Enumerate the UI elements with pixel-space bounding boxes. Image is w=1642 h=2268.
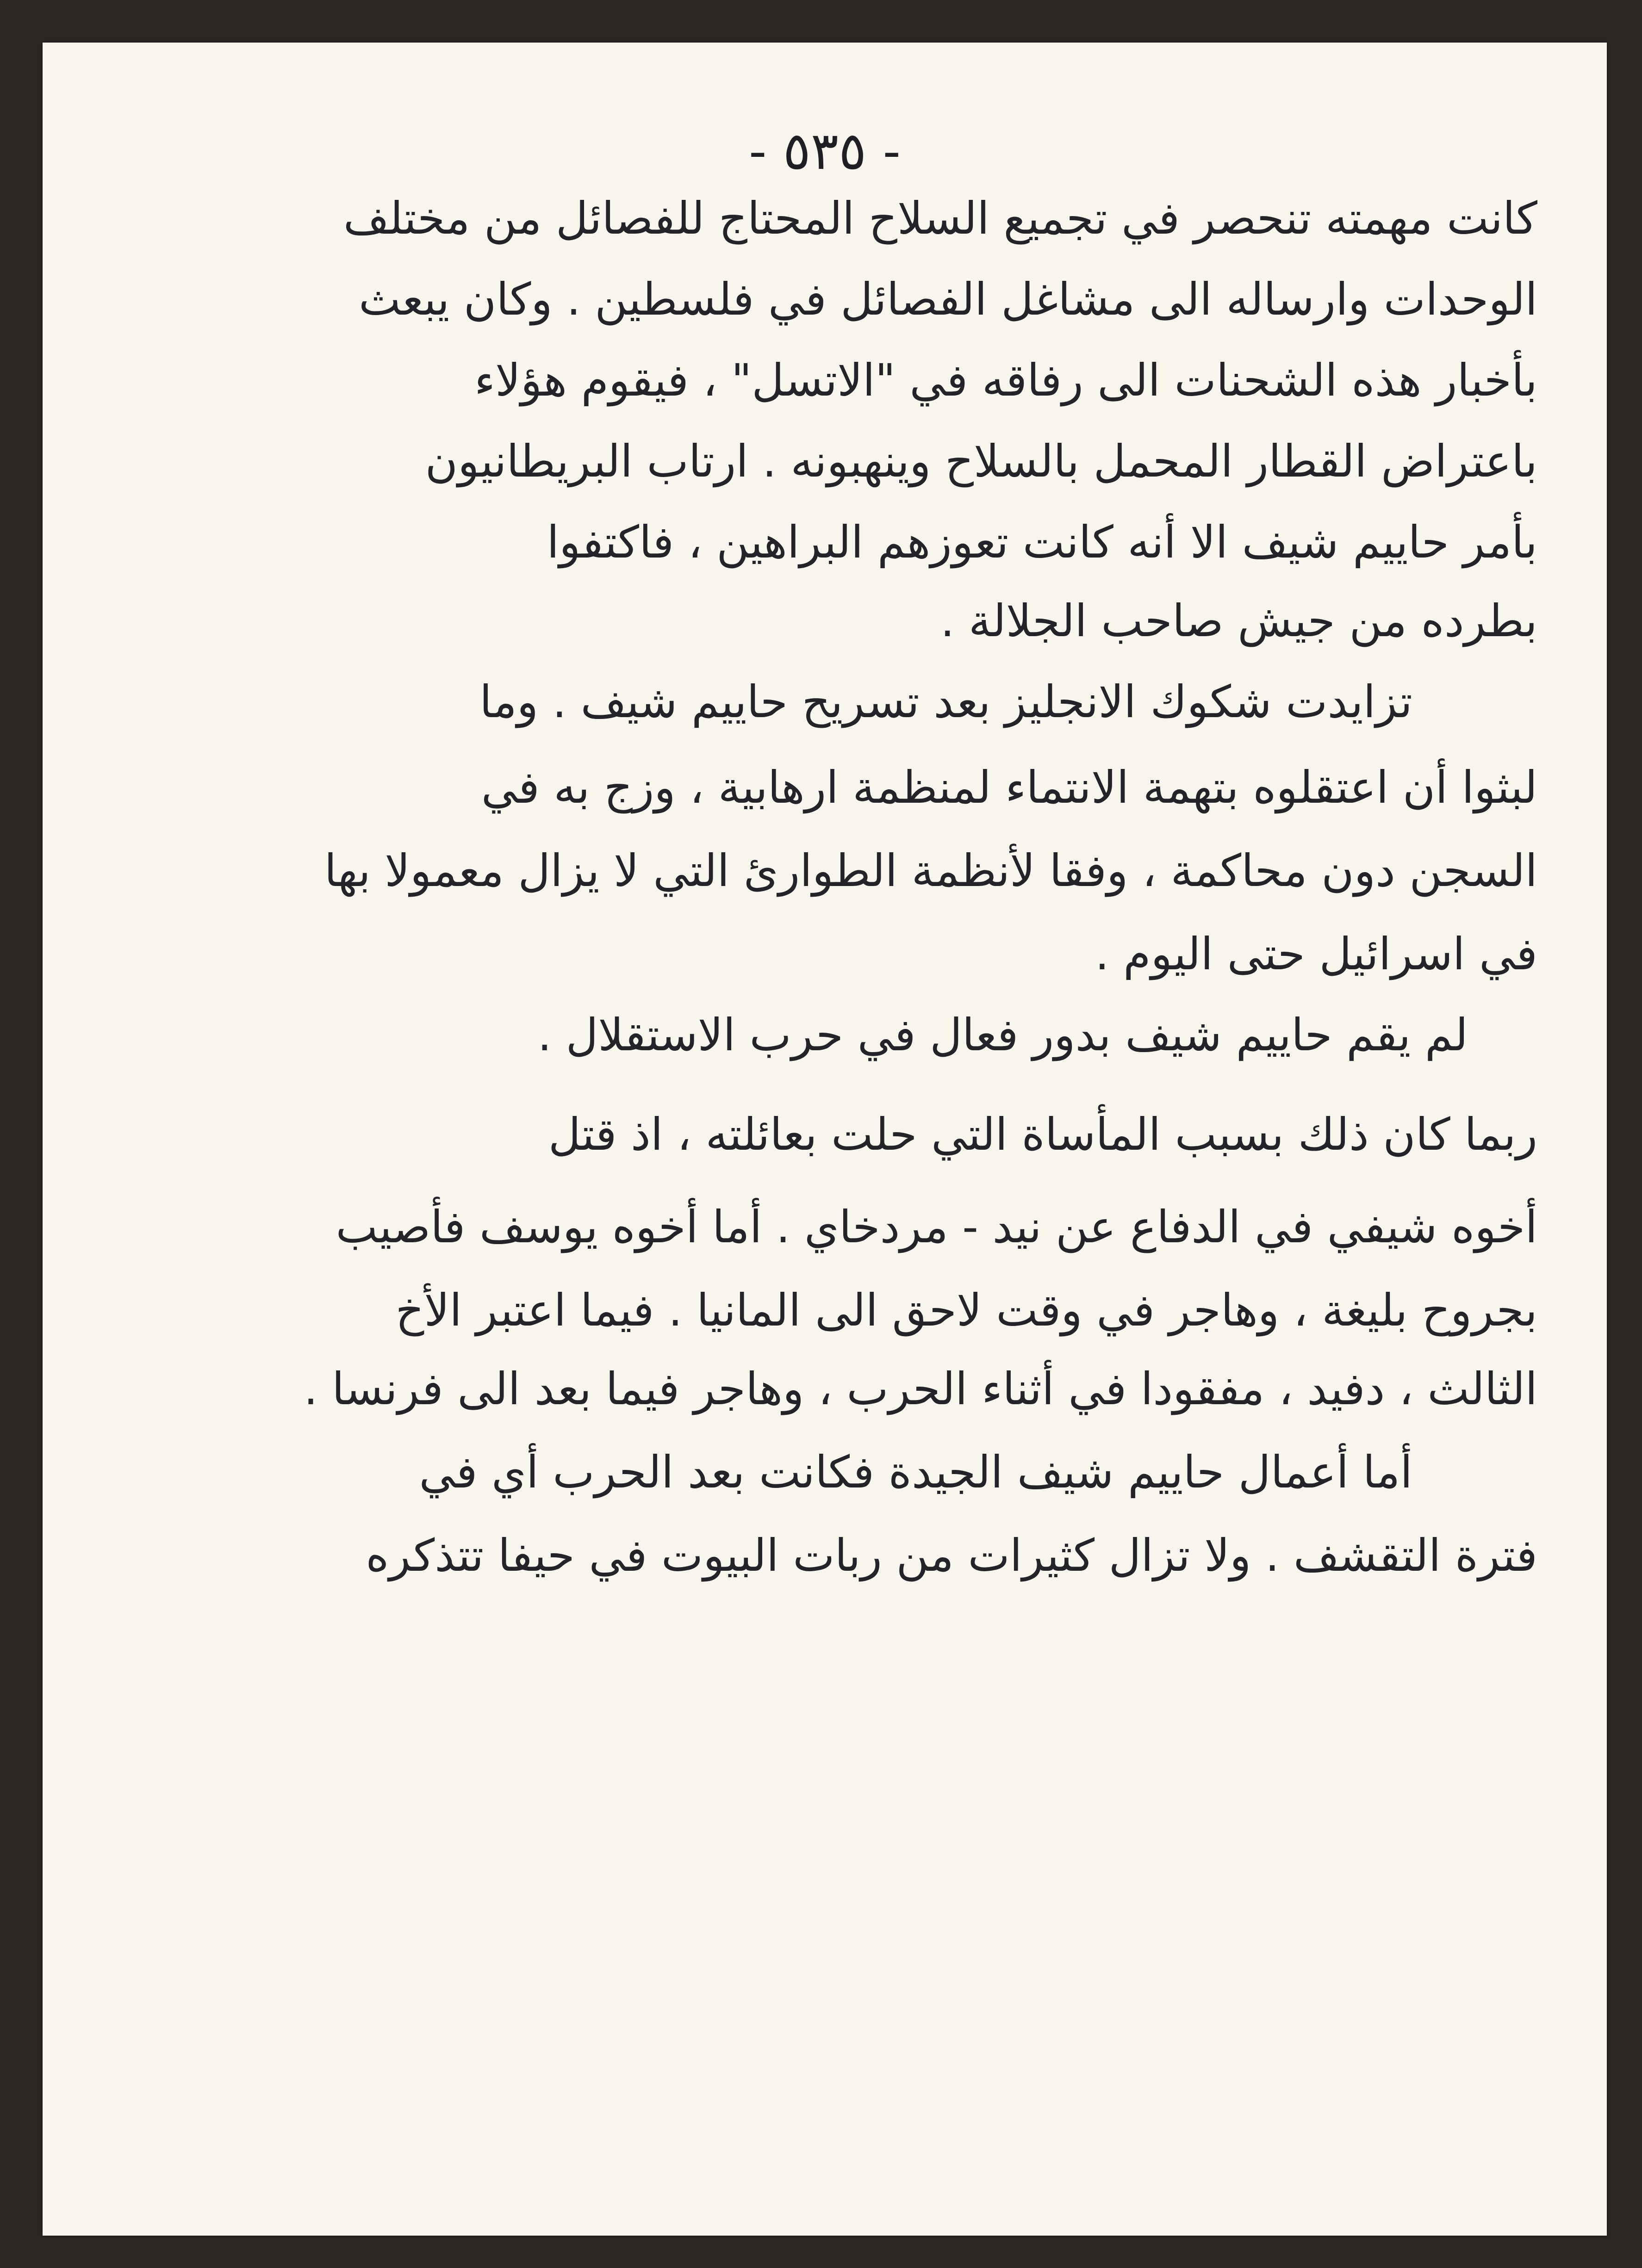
text-line: لبثوا أن اعتقلوه بتهمة الانتماء لمنظمة ارهابية ، وزج به في [481, 762, 1537, 813]
text-line: السجن دون محاكمة ، وفقا لأنظمة الطوارئ التي لا يزال معمولا بها [324, 845, 1537, 897]
text-line: كانت مهمته تنحصر في تجميع السلاح المحتاج للفصائل من مختلف [343, 192, 1537, 244]
text-line: ربما كان ذلك بسبب المأساة التي حلت بعائلته ، اذ قتل [548, 1109, 1537, 1160]
text-line: في اسرائيل حتى اليوم . [1095, 928, 1537, 980]
text-line: بطرده من جيش صاحب الجلالة . [940, 595, 1537, 647]
text-line: بجروح بليغة ، وهاجر في وقت لاحق الى المانيا . فيما اعتبر الأخ [395, 1284, 1537, 1336]
text-line: أما أعمال حاييم شيف الجيدة فكانت بعد الحرب أي في [419, 1446, 1412, 1498]
document-page [43, 43, 1607, 2236]
text-line: فترة التقشف . ولا تزال كثيرات من ربات البيوت في حيفا تتذكره [366, 1530, 1537, 1581]
text-line: لم يقم حاييم شيف بدور فعال في حرب الاستقلال . [537, 1009, 1468, 1061]
text-line: بأمر حاييم شيف الا أنه كانت تعوزهم البراهين ، فاكتفوا [547, 516, 1537, 568]
page-number: - ٥٣٥ - [749, 121, 901, 181]
text-line: الثالث ، دفيد ، مفقودا في أثناء الحرب ، وهاجر فيما بعد الى فرنسا . [304, 1363, 1537, 1415]
text-line: بأخبار هذه الشحنات الى رفاقه في "الاتسل" ، فيقوم هؤلاء [474, 354, 1537, 406]
text-line: الوحدات وارساله الى مشاغل الفصائل في فلسطين . وكان يبعث [359, 273, 1537, 325]
text-line: باعتراض القطار المحمل بالسلاح وينهبونه . ارتاب البريطانيون [425, 435, 1537, 487]
text-line: أخوه شيفي في الدفاع عن نيد - مردخاي . أما أخوه يوسف فأصيب [336, 1201, 1537, 1253]
text-line: تزايدت شكوك الانجليز بعد تسريح حاييم شيف . وما [479, 676, 1412, 728]
